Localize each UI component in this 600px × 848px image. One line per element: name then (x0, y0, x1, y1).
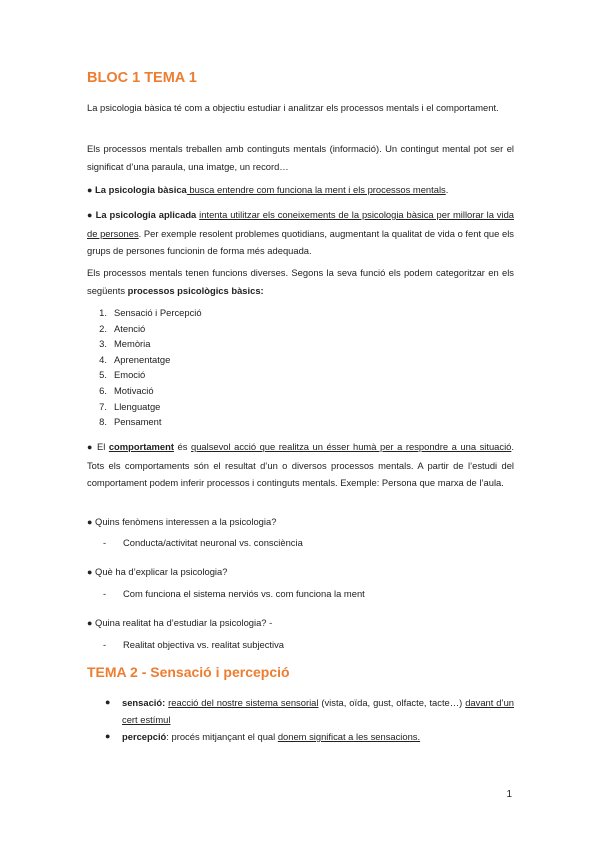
page-number: 1 (506, 789, 512, 800)
bullet-dot: ● (105, 697, 111, 707)
definition-psicologia-aplicada: intenta utilitzar els coneixements de la psicologia bàsica per millorar la vida de persones (87, 209, 515, 239)
bullet-dot: ● (87, 567, 93, 577)
paragraph-processos: Els processos mentals treballen amb continguts mentals (informació). Un contingut mental pot ser el significat d’una paraula, una imatge, un record… (87, 143, 514, 172)
term-comportament: comportament (108, 441, 174, 452)
heading-bloc1-tema1: BLOC 1 TEMA 1 (87, 70, 197, 86)
definition-comportament: qualsevol acció que realitza un ésser humà per a respondre a una situació (190, 441, 512, 452)
list-item: 6. Motivació (99, 384, 154, 396)
bullet-dot: ● (87, 517, 93, 527)
list-processos-basics (87, 305, 202, 430)
term-sensacio: sensació: (122, 697, 166, 708)
answer-fenomens: - Conducta/activitat neuronal vs. consciència (103, 537, 303, 548)
list-item-sensacio: ● sensació: reacció del nostre sistema sensorial (vista, oïda, gust, olfacte, tacte…) davant d’un cert estímul (105, 694, 514, 728)
list-item: 7. Llenguatge (99, 400, 161, 412)
list-item: 4. Aprenentatge (99, 353, 171, 365)
question-realitat: ● Quina realitat ha d’estudiar la psicologia? - (87, 617, 273, 628)
bullet-dot: ● (87, 185, 93, 195)
list-item: 5. Emoció (99, 369, 146, 381)
bullet-dot: ● (87, 442, 94, 452)
bullet-psicologia-aplicada: ● La psicologia aplicada intenta utilitzar els coneixements de la psicologia bàsica per millorar la vida de persones. Per exemple resolent problemes quotidians, augmentant la qualitat de vida o fent que els grups de persones funcionin de forma més adequada. (87, 209, 515, 256)
bullet-dot: ● (87, 210, 93, 220)
list-item: 2. Atenció (99, 322, 146, 334)
list-item-percepcio: ● percepció: procés mitjançant el qual donem significat a les sensacions. (105, 728, 514, 745)
list-item: 1. Sensació i Percepció (99, 307, 202, 318)
list-item: 8. Pensament (99, 416, 162, 428)
term-percepcio: percepció (122, 731, 167, 742)
bullet-dot: ● (87, 618, 93, 628)
question-explicar: ● Què ha d’explicar la psicologia? (87, 566, 228, 577)
question-fenomens: ● Quins fenòmens interessen a la psicologia? (87, 516, 277, 527)
term-psicologia-aplicada: La psicologia aplicada (95, 209, 197, 220)
heading-tema2: TEMA 2 - Sensació i percepció (87, 664, 290, 680)
bullet-psicologia-basica: ● La psicologia bàsica busca entendre com funciona la ment i els processos mentals. (87, 184, 449, 195)
bullet-dot: ● (105, 731, 111, 741)
paragraph-funcions: Els processos mentals tenen funcions diverses. Segons la seva funció els podem categoritzar en els següents processos psicològics bàsics: (87, 267, 514, 296)
term-processos-basics: processos psicològics bàsics: (127, 284, 264, 296)
definition-psicologia-basica: busca entendre com funciona la ment i els processos mentals (186, 184, 446, 195)
paragraph-intro: La psicologia bàsica té com a objectiu estudiar i analitzar els processos mentals i el comportament. (87, 102, 499, 113)
answer-explicar: - Com funciona el sistema nerviós vs. com funciona la ment (103, 588, 365, 599)
list-tema2 (105, 694, 514, 745)
list-item: 3. Memòria (99, 338, 151, 350)
bullet-comportament: ● El comportament és qualsevol acció que realitza un ésser humà per a respondre a una situació. Tots els comportaments són el resultat d’un o diversos processos mentals. A partir de l’estudi del comportament podem inferir processos i continguts mentals. Exemple: Persona que marxa de l’aula. (87, 441, 514, 488)
answer-realitat: - Realitat objectiva vs. realitat subjectiva (103, 639, 285, 650)
term-psicologia-basica: La psicologia bàsica (95, 184, 187, 195)
